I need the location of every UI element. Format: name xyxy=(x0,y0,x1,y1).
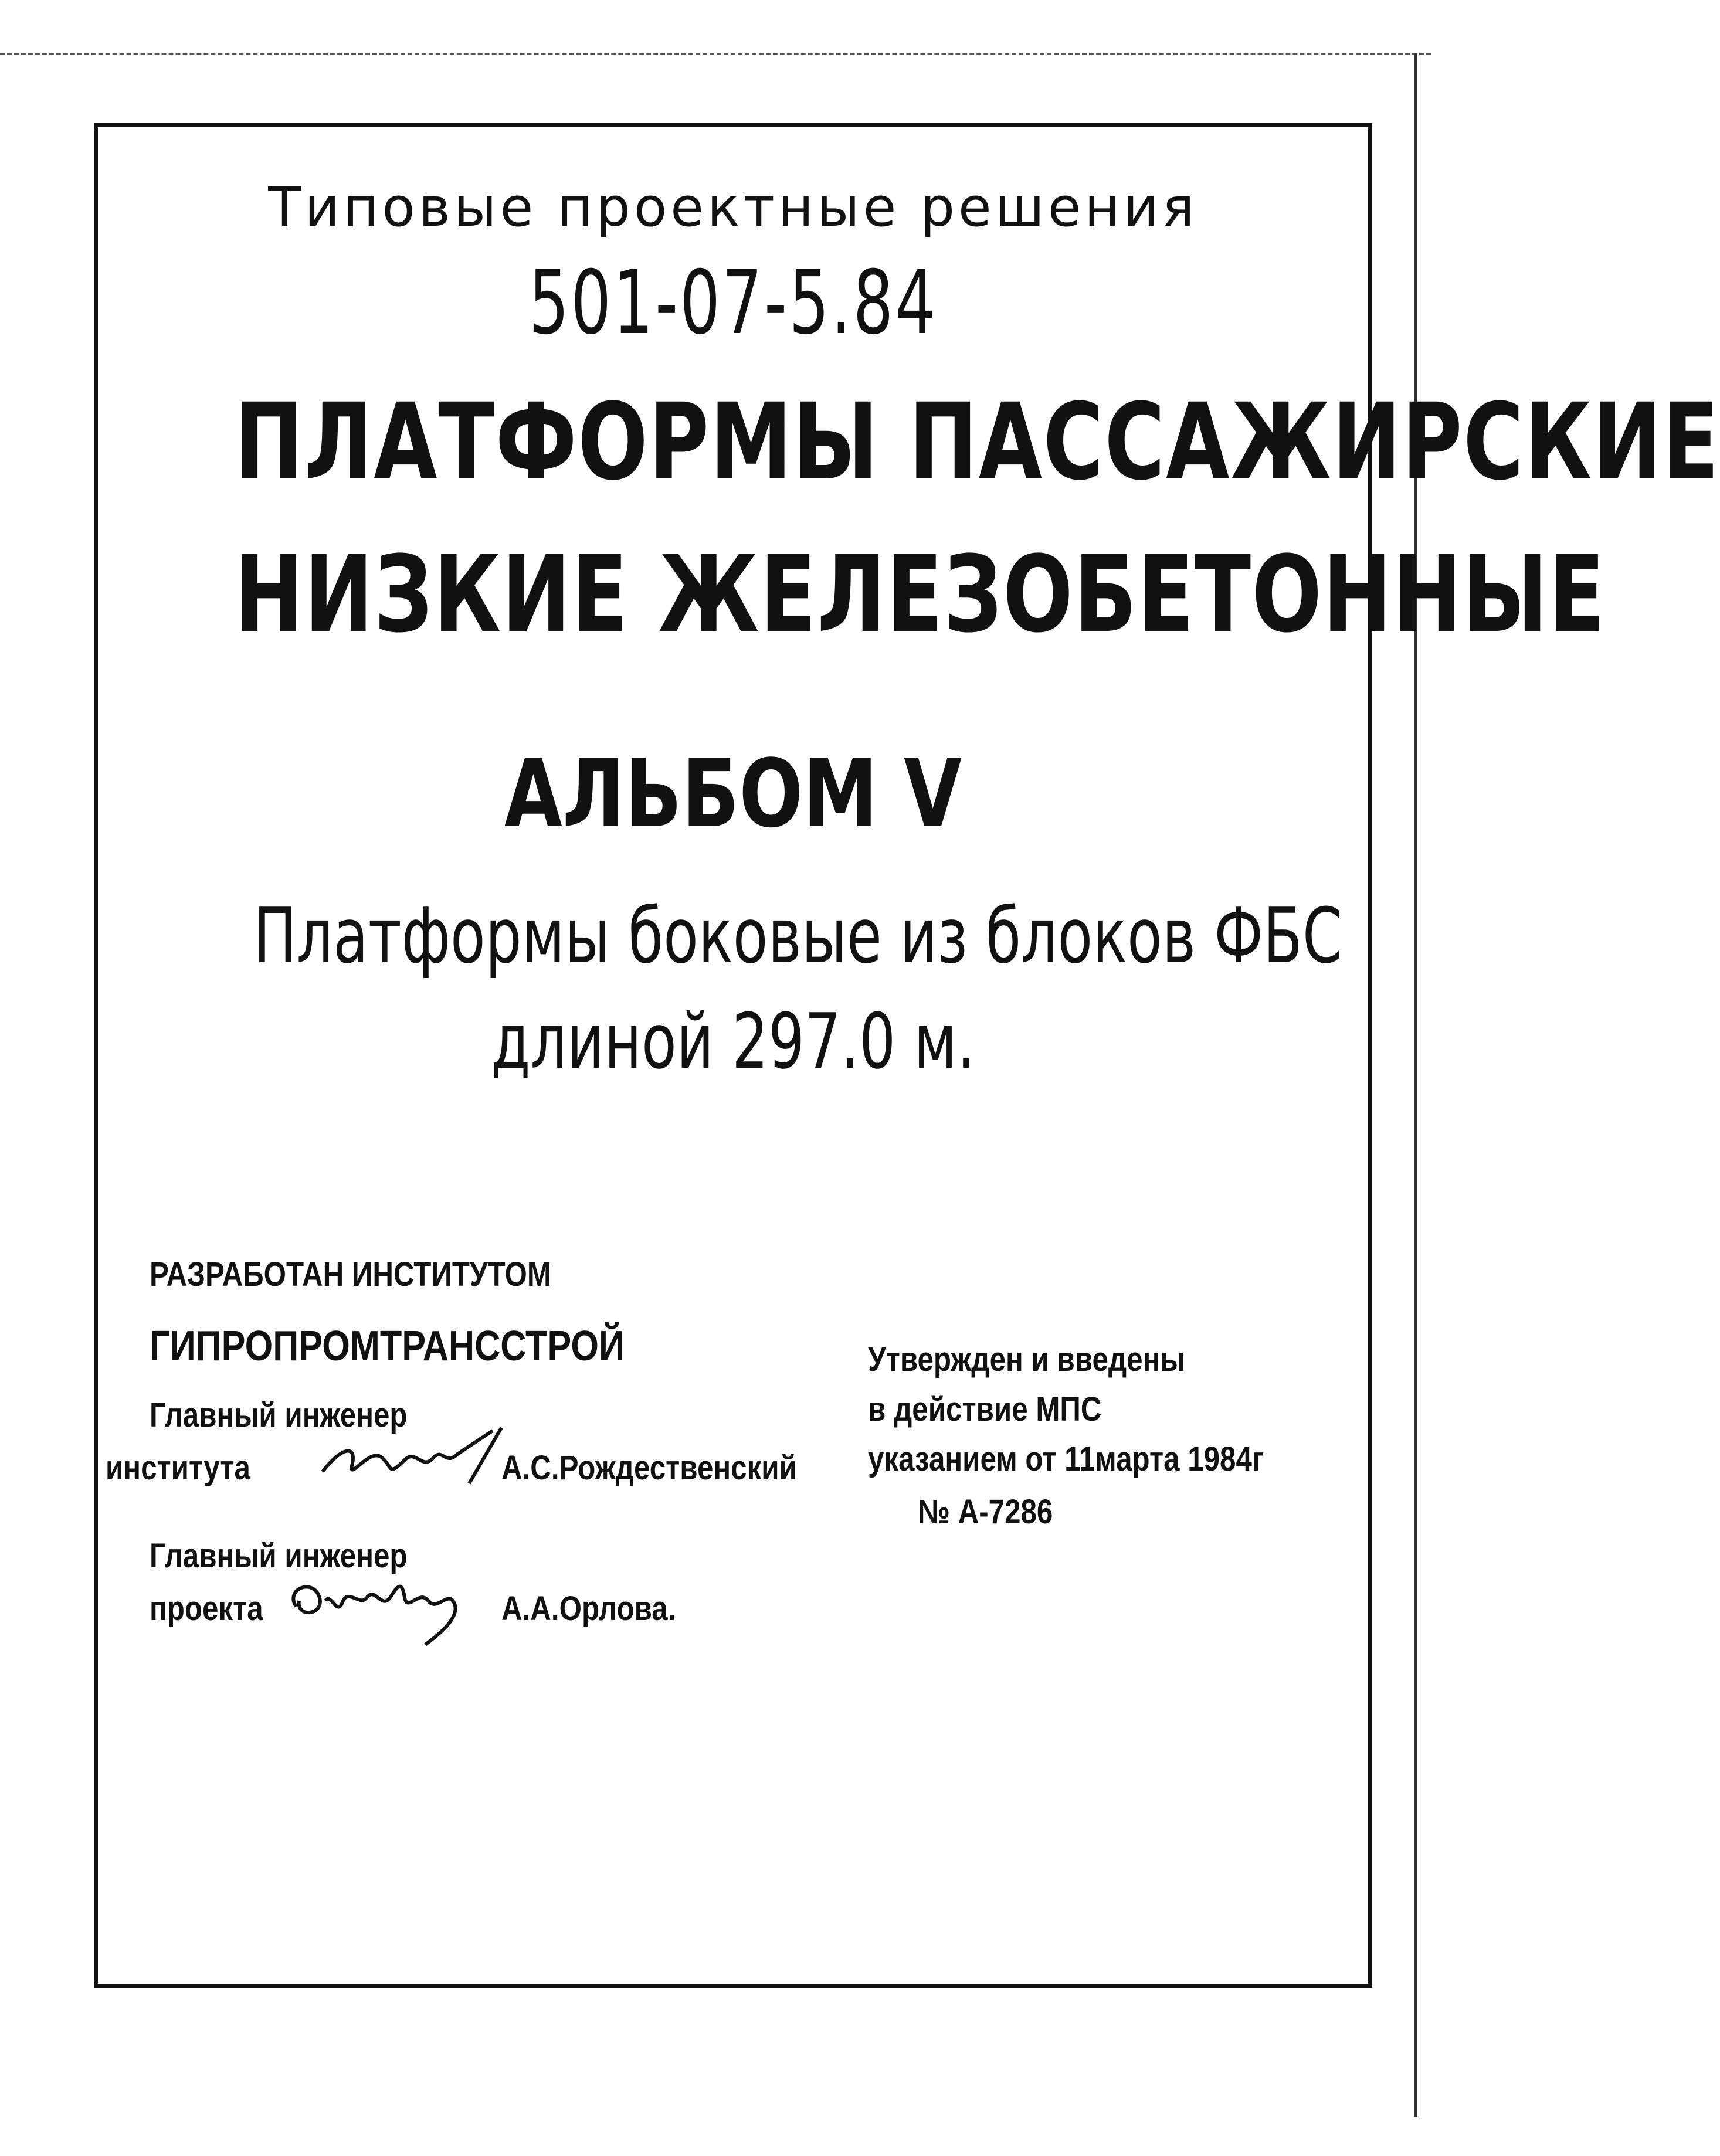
institute-name: ГИПРОПРОМТРАНССТРОЙ xyxy=(150,1323,625,1370)
project-label: проекта xyxy=(150,1590,263,1628)
album-number: АЛЬБОМ V xyxy=(504,739,962,848)
title-line-1: ПЛАТФОРМЫ ПАССАЖИРСКИЕ xyxy=(234,381,1720,504)
approval-line-2: в действие МПС xyxy=(868,1390,1102,1428)
chief-engineer-project-name: А.А.Орлова. xyxy=(501,1590,676,1628)
chief-engineer-institute-label: Главный инженер xyxy=(150,1396,408,1434)
approval-line-3: указанием от 11марта 1984г xyxy=(868,1440,1264,1478)
institute-label: института xyxy=(106,1449,250,1487)
series-label: Типовые проектные решения xyxy=(268,176,1198,239)
approval-line-1: Утвержден и введены xyxy=(868,1340,1185,1379)
subtitle-line-1: Платформы боковые из блоков ФБС xyxy=(253,891,1343,980)
developer-label: РАЗРАБОТАН ИНСТИТУТОМ xyxy=(150,1255,551,1293)
chief-engineer-institute-name: А.С.Рождественский xyxy=(501,1449,797,1487)
page-edge-right xyxy=(1414,53,1417,2117)
approval-number: № А-7286 xyxy=(918,1493,1053,1531)
page-edge-top xyxy=(0,53,1431,55)
document-code: 501-07-5.84 xyxy=(528,252,938,354)
subtitle-line-2: длиной 297.0 м. xyxy=(491,997,975,1086)
chief-engineer-project-label: Главный инженер xyxy=(150,1537,408,1575)
signature-institute xyxy=(317,1425,504,1495)
signature-project xyxy=(279,1566,472,1648)
title-line-2: НИЗКИЕ ЖЕЛЕЗОБЕТОННЫЕ xyxy=(234,534,1606,656)
